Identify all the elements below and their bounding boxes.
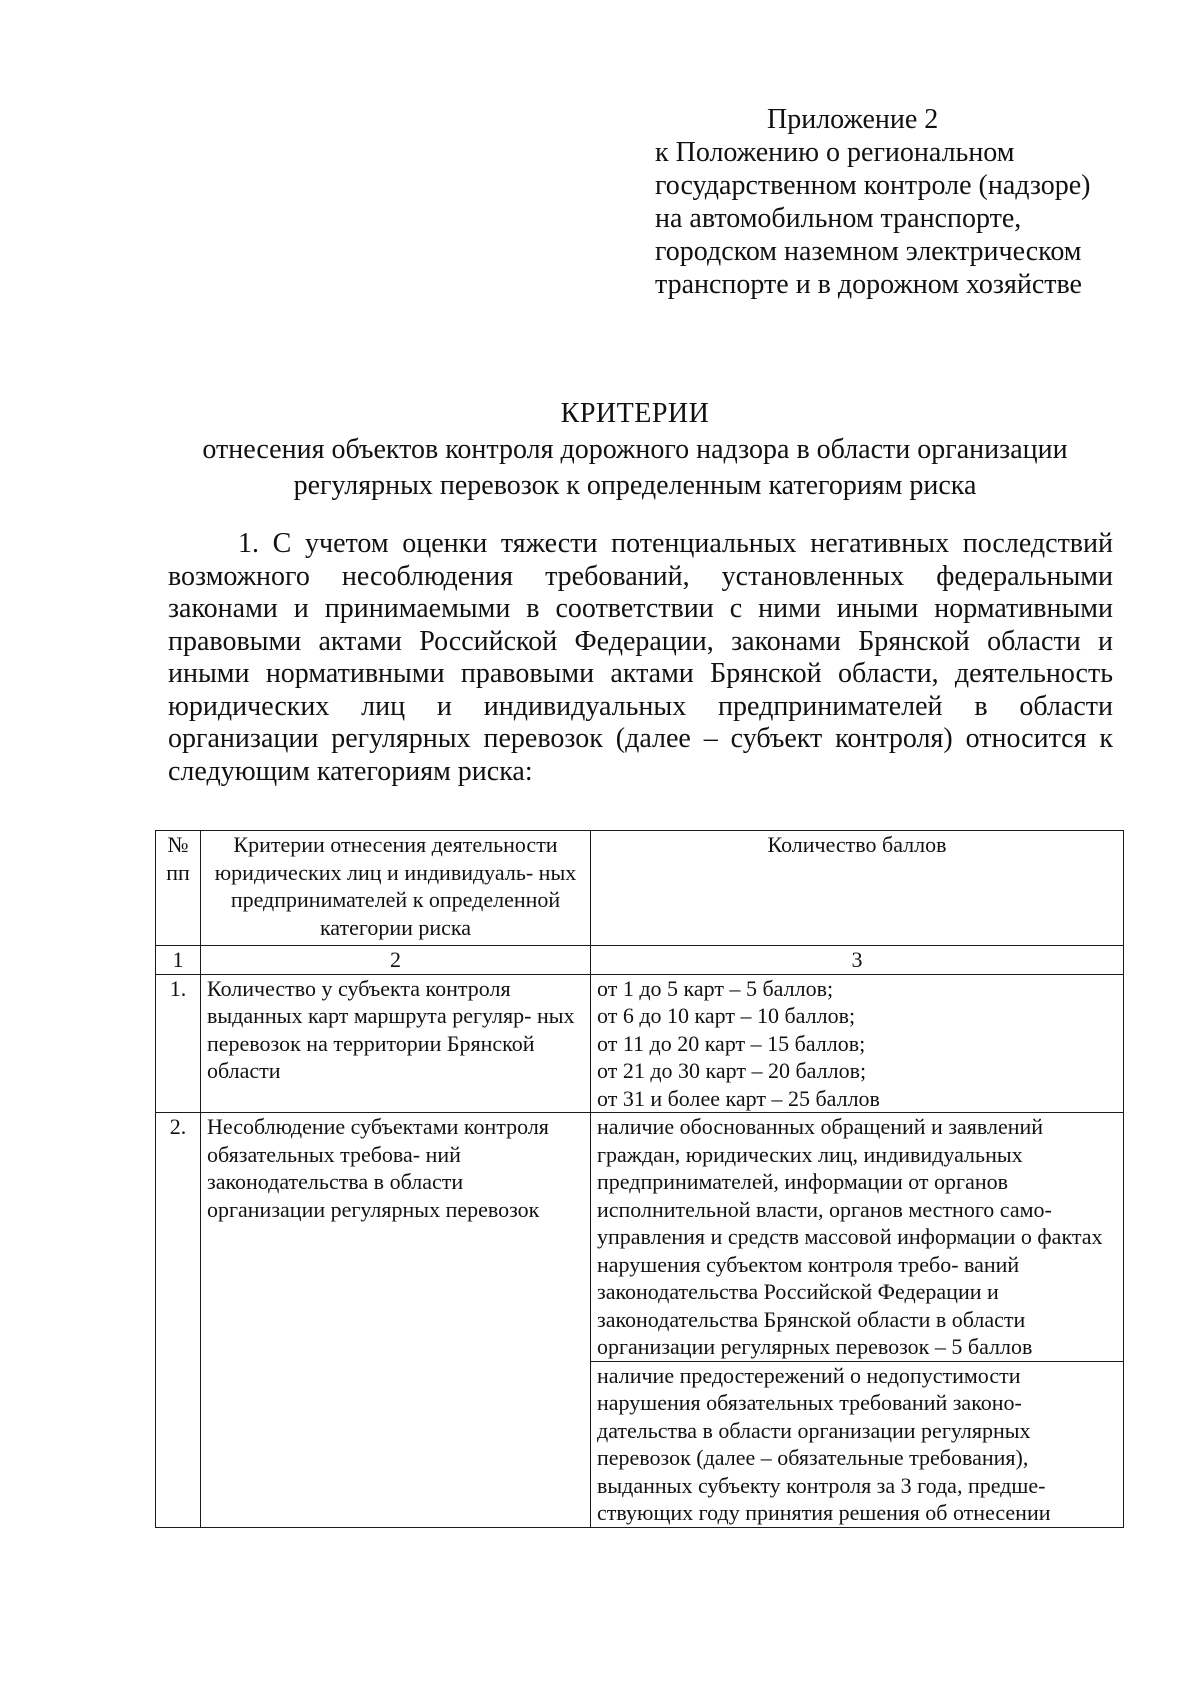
table-row <box>156 1113 1124 1528</box>
header-num: № пп <box>156 831 201 946</box>
points-item: наличие обоснованных обращений и заявлений граждан, юридических лиц, индивидуальных предпринимателей, информации от органов исполнительной власти, органов местного само- управления и средств массовой информации о фактах нарушения субъектом контроля требо- ваний законодательства Российской Федерации и законодательства Брянской области в области организации регулярных перевозок – 5 баллов <box>597 1114 1103 1359</box>
appendix-line: к Положению о региональном <box>655 137 1015 168</box>
row-criteria: Несоблюдение субъектами контроля обязательных требова- ний законодательства в области организации регулярных перевозок <box>201 1113 591 1528</box>
points-item: наличие предостережений о недопустимости нарушения обязательных требований законо- дательства в области организации регулярных перевозок (далее – обязательные требования), выданных субъекту контроля за 3 года, предше- ствующих году принятия решения об отнесении <box>591 1361 1123 1527</box>
column-number: 3 <box>591 946 1124 975</box>
column-number: 2 <box>201 946 591 975</box>
appendix-line: транспорте и в дорожном хозяйстве <box>655 269 1082 300</box>
row-points <box>591 1113 1124 1528</box>
appendix-block <box>655 103 1125 301</box>
score-line: от 31 и более карт – 25 баллов <box>597 1085 880 1111</box>
row-points <box>591 974 1124 1113</box>
heading-title: КРИТЕРИИ <box>560 398 710 429</box>
appendix-line: на автомобильном транспорте, <box>655 203 1022 234</box>
appendix-title: Приложение 2 <box>767 104 939 135</box>
row-number: 2. <box>156 1113 201 1528</box>
appendix-line: государственном контроле (надзоре) <box>655 170 1091 201</box>
criteria-table <box>155 830 1124 1528</box>
table-header-row <box>156 831 1124 946</box>
header-criteria: Критерии отнесения деятельности юридических лиц и индивидуаль- ных предпринимателей к определенной категории риска <box>201 831 591 946</box>
table-row <box>156 974 1124 1113</box>
header-points: Количество баллов <box>591 831 1124 946</box>
score-line: от 1 до 5 карт – 5 баллов; <box>597 975 834 1001</box>
row-criteria: Количество у субъекта контроля выданных карт маршрута регуляр- ных перевозок на территории Брянской области <box>201 974 591 1113</box>
appendix-line: городском наземном электрическом <box>655 236 1082 267</box>
score-line: от 21 до 30 карт – 20 баллов; <box>597 1058 867 1083</box>
score-line: от 6 до 10 карт – 10 баллов; <box>597 1003 856 1028</box>
heading-subtitle-line1: отнесения объектов контроля дорожного надзора в области организации <box>202 434 1068 465</box>
intro-paragraph: 1. С учетом оценки тяжести потенциальных негативных последствий возможного несоблюдения требований, установленных федеральными законами и принимаемыми в соответствии с ними иными нормативными правовыми актами Российской Федерации, законами Брянской области и иными нормативными правовыми актами Брянской области, деятельность юридических лиц и индивидуальных предпринимателей в области организации регулярных перевозок (далее – субъект контроля) относится к следующим категориям риска: <box>168 528 1113 787</box>
score-line: от 11 до 20 карт – 15 баллов; <box>597 1030 866 1056</box>
document-heading <box>150 396 1120 504</box>
heading-subtitle-line2: регулярных перевозок к определенным категориям риска <box>293 470 977 501</box>
column-number-row <box>156 946 1124 975</box>
row-number: 1. <box>156 974 201 1113</box>
column-number: 1 <box>156 946 201 975</box>
